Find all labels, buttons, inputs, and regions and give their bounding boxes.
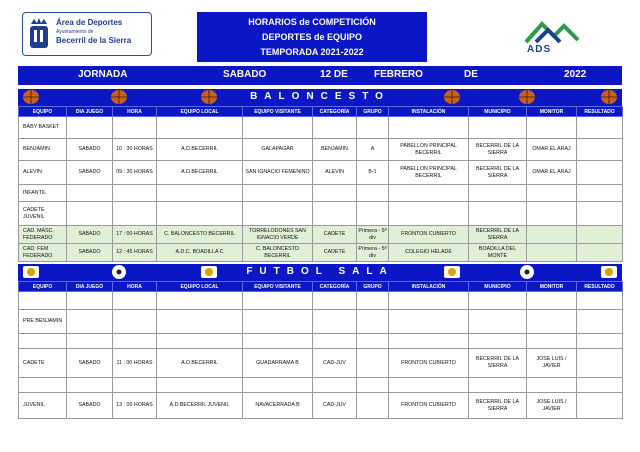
cell-resultado: [577, 244, 623, 262]
cell-grupo: [357, 393, 389, 419]
cell-resultado: [577, 349, 623, 378]
cell-monitor: JOSE LUIS / JAVIER: [527, 393, 577, 419]
cell-resultado: [577, 226, 623, 244]
cell-categoria: ALEVIN: [313, 161, 357, 185]
cell-equipo: CADETE JUVENIL: [19, 202, 67, 226]
cell-grupo: [357, 292, 389, 310]
baloncesto-header-row: [19, 107, 623, 117]
page-title: [197, 12, 427, 62]
cell-dia: [67, 310, 113, 334]
cell-visitante: TORRELODONES SAN IGNACIO VERDE: [243, 226, 313, 244]
cell-local: A.D.BECERRIL JUVENIL: [157, 393, 243, 419]
cell-monitor: [527, 310, 577, 334]
column-header: EQUIPO: [19, 107, 67, 117]
cell-hora: [113, 292, 157, 310]
cell-instalacion: FRONTON CUBIERTO: [389, 226, 469, 244]
table-row: [19, 292, 623, 310]
cell-hora: 12 : 45 HORAS: [113, 244, 157, 262]
ads-text: ADS: [527, 44, 552, 55]
cell-instalacion: PABELLON PRINCIPAL BECERRIL: [389, 161, 469, 185]
soccer-ball-icon: [518, 264, 536, 280]
cell-equipo: INFANTIL: [19, 185, 67, 202]
cell-grupo: [357, 349, 389, 378]
table-row: [19, 310, 623, 334]
column-header: INSTALACIÓN: [389, 107, 469, 117]
cell-visitante: [243, 202, 313, 226]
column-header: HORA: [113, 107, 157, 117]
column-header: GRUPO: [357, 107, 389, 117]
column-header: CATEGORÍA: [313, 282, 357, 292]
cell-municipio: [469, 378, 527, 393]
cell-instalacion: [389, 202, 469, 226]
cell-equipo: BABY BASKET: [19, 117, 67, 139]
cell-dia: SABADO: [67, 161, 113, 185]
jornada-bar: [18, 66, 622, 85]
cell-visitante: GUADARRAMA B: [243, 349, 313, 378]
cell-monitor: [527, 334, 577, 349]
cell-resultado: [577, 117, 623, 139]
cell-hora: 09 : 30 HORAS: [113, 161, 157, 185]
cell-categoria: [313, 310, 357, 334]
column-header: EQUIPO LOCAL: [157, 282, 243, 292]
title-line-1: HORARIOS de COMPETICIÓN: [248, 17, 376, 27]
cell-dia: SABADO: [67, 349, 113, 378]
table-row: [19, 185, 623, 202]
cell-local: [157, 185, 243, 202]
cell-grupo: A: [357, 139, 389, 161]
column-header: EQUIPO VISITANTE: [243, 282, 313, 292]
cell-equipo: JUVENIL: [19, 393, 67, 419]
cell-municipio: BECERRIL DE LA SIERRA: [469, 139, 527, 161]
title-line-3: TEMPORADA 2021-2022: [260, 47, 364, 57]
cell-visitante: C. BALONCESTO BECERRIL: [243, 244, 313, 262]
cell-local: [157, 202, 243, 226]
cell-local: A.D.C. BOADILLA C: [157, 244, 243, 262]
cell-municipio: [469, 292, 527, 310]
cell-categoria: BENJAMIN: [313, 139, 357, 161]
cell-resultado: [577, 202, 623, 226]
cell-grupo: [357, 334, 389, 349]
baloncesto-title: BALONCESTO: [250, 91, 390, 102]
cell-equipo: CADETE: [19, 349, 67, 378]
cell-dia: SABADO: [67, 393, 113, 419]
basketball-icon: [518, 89, 536, 105]
cell-instalacion: [389, 117, 469, 139]
cell-instalacion: PABELLON PRINCIPAL BECERRIL: [389, 139, 469, 161]
cell-monitor: [527, 117, 577, 139]
cell-equipo: PRE BENJAMIN: [19, 310, 67, 334]
cell-dia: [67, 185, 113, 202]
column-header: MUNICIPIO: [469, 282, 527, 292]
cell-municipio: [469, 310, 527, 334]
cell-resultado: [577, 393, 623, 419]
column-header: RESULTADO: [577, 282, 623, 292]
cell-monitor: [527, 292, 577, 310]
table-row: [19, 117, 623, 139]
cell-dia: [67, 202, 113, 226]
cell-resultado: [577, 161, 623, 185]
cell-hora: [113, 378, 157, 393]
cell-municipio: BECERRIL DE LA SIERRA: [469, 349, 527, 378]
cell-resultado: [577, 139, 623, 161]
cell-monitor: [527, 185, 577, 202]
area-deportes-logo: [22, 12, 152, 56]
cell-equipo: [19, 292, 67, 310]
cell-visitante: [243, 292, 313, 310]
cell-local: [157, 378, 243, 393]
cell-dia: [67, 292, 113, 310]
cell-monitor: OMAR EL ARAJ: [527, 139, 577, 161]
cell-resultado: [577, 334, 623, 349]
cell-monitor: OMAR EL ARAJ: [527, 161, 577, 185]
table-row: [19, 393, 623, 419]
basketball-icon: [443, 89, 461, 105]
cell-hora: [113, 117, 157, 139]
cell-hora: 17 : 00 HORAS: [113, 226, 157, 244]
cell-resultado: [577, 292, 623, 310]
jornada-de: DE: [464, 69, 478, 80]
cell-instalacion: [389, 310, 469, 334]
cell-dia: SABADO: [67, 244, 113, 262]
futbol-table: [18, 281, 623, 419]
cell-hora: [113, 202, 157, 226]
cell-categoria: [313, 292, 357, 310]
cell-visitante: [243, 334, 313, 349]
cell-visitante: [243, 117, 313, 139]
cell-instalacion: [389, 292, 469, 310]
table-row: [19, 161, 623, 185]
title-line-2: DEPORTES de EQUIPO: [261, 32, 363, 42]
cell-resultado: [577, 378, 623, 393]
cell-visitante: [243, 310, 313, 334]
cell-visitante: NAVACERRADA B: [243, 393, 313, 419]
logo-line-1: Área de Deportes: [56, 18, 123, 27]
cell-equipo: BENJAMIN: [19, 139, 67, 161]
column-header: MONITOR: [527, 107, 577, 117]
cell-categoria: [313, 378, 357, 393]
column-header: GRUPO: [357, 282, 389, 292]
cell-dia: SABADO: [67, 139, 113, 161]
jornada-day: 12 DE: [320, 69, 348, 80]
cell-equipo: ALEVIN: [19, 161, 67, 185]
column-header: MONITOR: [527, 282, 577, 292]
cell-grupo: Primera - 5ª div: [357, 244, 389, 262]
cell-visitante: GALAPAGAR: [243, 139, 313, 161]
cell-visitante: [243, 185, 313, 202]
cell-equipo: CAD. MASC. FEDERADO: [19, 226, 67, 244]
cell-municipio: BOADILLA DEL MONTE: [469, 244, 527, 262]
cell-instalacion: FRONTON CUBIERTO: [389, 393, 469, 419]
column-header: RESULTADO: [577, 107, 623, 117]
cell-hora: [113, 310, 157, 334]
cell-local: [157, 117, 243, 139]
cell-instalacion: COLEGIO HELADE: [389, 244, 469, 262]
cell-local: [157, 292, 243, 310]
table-row: [19, 202, 623, 226]
cell-equipo: [19, 378, 67, 393]
cell-municipio: BECERRIL DE LA SIERRA: [469, 226, 527, 244]
cell-municipio: BECERRIL DE LA SIERRA: [469, 161, 527, 185]
cell-visitante: SAN IGNACIO FEMENINO: [243, 161, 313, 185]
cell-monitor: JOSE LUIS / JAVIER: [527, 349, 577, 378]
cell-local: A.D.BECERRIL: [157, 139, 243, 161]
cell-municipio: [469, 334, 527, 349]
cell-grupo: [357, 202, 389, 226]
cell-categoria: CAD-JUV: [313, 393, 357, 419]
jornada-label: JORNADA: [78, 69, 128, 80]
cell-municipio: [469, 202, 527, 226]
cell-hora: [113, 334, 157, 349]
cell-monitor: [527, 378, 577, 393]
jornada-weekday: SABADO: [223, 69, 267, 80]
crown-shield-icon: [26, 16, 52, 50]
column-header: EQUIPO VISITANTE: [243, 107, 313, 117]
baloncesto-header: [18, 89, 622, 106]
table-row: [19, 244, 623, 262]
cell-hora: 10 : 30 HORAS: [113, 139, 157, 161]
cell-grupo: [357, 378, 389, 393]
cell-grupo: B-1: [357, 161, 389, 185]
cell-equipo: [19, 334, 67, 349]
cell-hora: 11 : 00 HORAS: [113, 349, 157, 378]
cell-resultado: [577, 185, 623, 202]
logo-line-3: Becerril de la Sierra: [56, 36, 132, 45]
futbol-header-row: [19, 282, 623, 292]
cell-categoria: CAD-JUV: [313, 349, 357, 378]
cell-dia: [67, 334, 113, 349]
table-row: [19, 226, 623, 244]
basketball-icon: [600, 89, 618, 105]
cell-categoria: [313, 185, 357, 202]
cell-municipio: BECERRIL DE LA SIERRA: [469, 393, 527, 419]
cell-resultado: [577, 310, 623, 334]
cell-instalacion: [389, 378, 469, 393]
cell-dia: [67, 117, 113, 139]
column-header: DIA JUEGO: [67, 282, 113, 292]
cell-monitor: [527, 226, 577, 244]
cell-municipio: [469, 117, 527, 139]
column-header: HORA: [113, 282, 157, 292]
cell-dia: SABADO: [67, 226, 113, 244]
cell-local: A.D.BECERRIL: [157, 161, 243, 185]
cell-grupo: Primera - 5ª div: [357, 226, 389, 244]
cell-categoria: CADETE: [313, 226, 357, 244]
column-header: EQUIPO: [19, 282, 67, 292]
cell-local: [157, 310, 243, 334]
column-header: DIA JUEGO: [67, 107, 113, 117]
table-row: [19, 334, 623, 349]
cell-hora: 13 : 00 HORAS: [113, 393, 157, 419]
cell-monitor: [527, 202, 577, 226]
baloncesto-table: [18, 106, 623, 262]
column-header: CATEGORÍA: [313, 107, 357, 117]
cell-instalacion: [389, 185, 469, 202]
column-header: EQUIPO LOCAL: [157, 107, 243, 117]
jornada-month: FEBRERO: [374, 69, 423, 80]
trophy-badge-icon: [443, 264, 461, 280]
cell-instalacion: [389, 334, 469, 349]
column-header: INSTALACIÓN: [389, 282, 469, 292]
futbol-title: FUTBOL SALA: [246, 266, 394, 277]
cell-hora: [113, 185, 157, 202]
jornada-year: 2022: [564, 69, 587, 80]
cell-grupo: [357, 185, 389, 202]
trophy-badge-icon: [600, 264, 618, 280]
futbol-header: [18, 264, 622, 281]
cell-categoria: [313, 334, 357, 349]
cell-instalacion: FRONTON CUBIERTO: [389, 349, 469, 378]
cell-dia: [67, 378, 113, 393]
cell-grupo: [357, 310, 389, 334]
cell-categoria: [313, 202, 357, 226]
table-row: [19, 139, 623, 161]
cell-categoria: [313, 117, 357, 139]
cell-categoria: CADETE: [313, 244, 357, 262]
cell-equipo: CAD. FEM FEDERADO: [19, 244, 67, 262]
cell-monitor: [527, 244, 577, 262]
table-row: [19, 378, 623, 393]
cell-visitante: [243, 378, 313, 393]
cell-local: C. BALONCESTO BECERRIL: [157, 226, 243, 244]
cell-municipio: [469, 185, 527, 202]
logo-line-2: Ayuntamiento de: [56, 29, 94, 35]
cell-grupo: [357, 117, 389, 139]
cell-local: [157, 334, 243, 349]
column-header: MUNICIPIO: [469, 107, 527, 117]
cell-local: A.D.BECERRIL: [157, 349, 243, 378]
table-row: [19, 349, 623, 378]
